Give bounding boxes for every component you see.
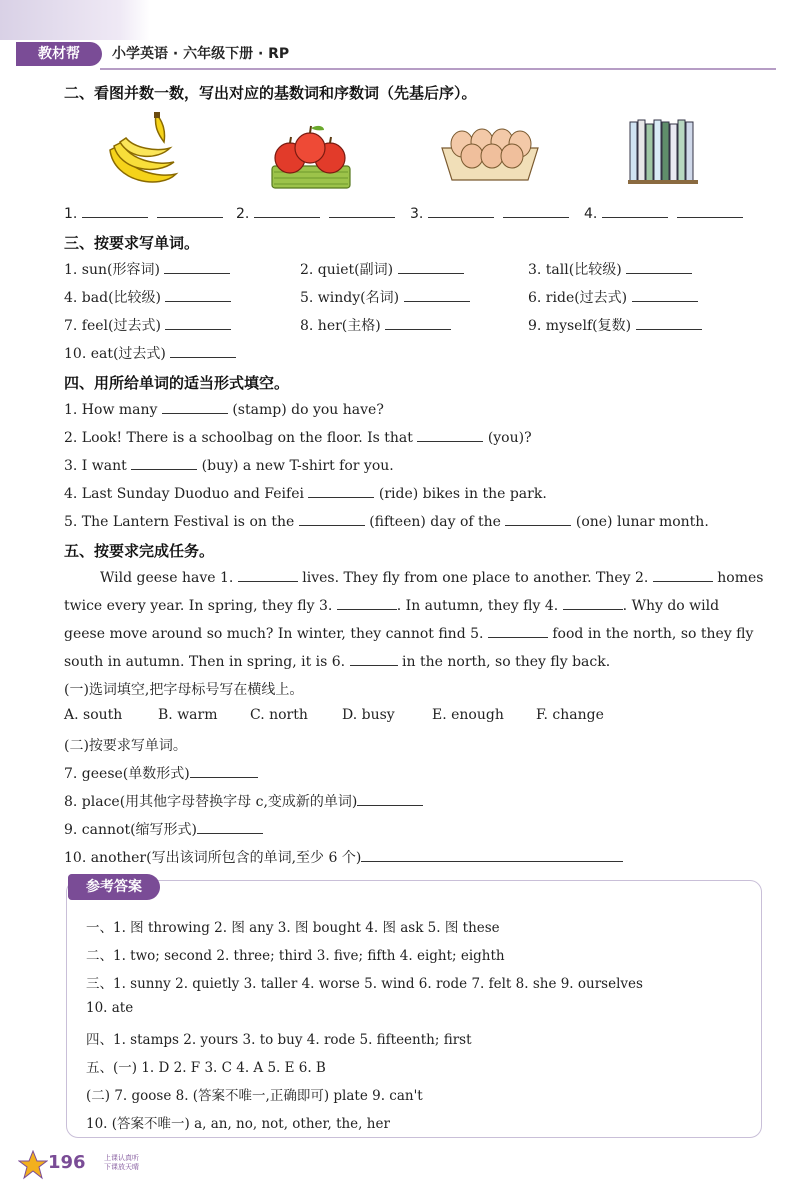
sec4-question-5: 5. The Lantern Festival is on the (fifteen) day of the (one) lunar month. xyxy=(64,511,709,530)
sec2-label-3: 3. xyxy=(410,206,424,222)
blank[interactable] xyxy=(636,315,702,330)
option-d: D. busy xyxy=(342,707,395,723)
blank[interactable] xyxy=(329,203,395,218)
answer-line: 一、1. 图 throwing 2. 图 any 3. 图 bought 4. 图 ask 5. 图 these xyxy=(86,920,500,936)
sec3-item: 6. ride(过去式) xyxy=(528,287,698,307)
sec2-answer-4 xyxy=(584,203,743,222)
answer-line: 三、1. sunny 2. quietly 3. taller 4. worse 5. wind 6. rode 7. felt 8. she 9. ourselves xyxy=(86,976,643,992)
blank[interactable] xyxy=(308,483,374,498)
passage-line-2: twice every year. In spring, they fly 3. . In autumn, they fly 4. . Why do wild xyxy=(64,595,719,614)
blank[interactable] xyxy=(131,455,197,470)
brand-tag: 教材帮 xyxy=(16,42,102,66)
passage-line-3: geese move around so much? In winter, they cannot find 5. food in the north, so they fly xyxy=(64,623,753,642)
footer-slogan xyxy=(104,1154,139,1172)
passage-line-1: Wild geese have 1. lives. They fly from one place to another. They 2. homes xyxy=(100,567,763,586)
star-icon xyxy=(18,1150,48,1180)
sec4-question-1: 1. How many (stamp) do you have? xyxy=(64,399,384,418)
passage-line-4: south in autumn. Then in spring, it is 6. in the north, so they fly back. xyxy=(64,651,610,670)
blank[interactable] xyxy=(164,259,230,274)
header-divider xyxy=(100,68,776,70)
blank[interactable] xyxy=(197,819,263,834)
blank[interactable] xyxy=(157,203,223,218)
blank[interactable] xyxy=(488,623,548,638)
blank[interactable] xyxy=(385,315,451,330)
sec3-item: 7. feel(过去式) xyxy=(64,315,231,335)
page-footer xyxy=(18,1148,148,1182)
sec2-label-1: 1. xyxy=(64,206,78,222)
book-title: 小学英语 · 六年级下册 · RP xyxy=(112,46,290,62)
sec2-label-2: 2. xyxy=(236,206,250,222)
sec3-item: 9. myself(复数) xyxy=(528,315,702,335)
blank[interactable] xyxy=(563,595,623,610)
page-number: 196 xyxy=(48,1152,86,1173)
answer-line: 四、1. stamps 2. yours 3. to buy 4. rode 5. fifteenth; first xyxy=(86,1032,472,1048)
apples-picture xyxy=(268,122,354,192)
blank[interactable] xyxy=(357,791,423,806)
option-b: B. warm xyxy=(158,707,218,723)
answer-line: 二、1. two; second 2. three; third 3. five; fifth 4. eight; eighth xyxy=(86,948,505,964)
answer-tag: 参考答案 xyxy=(68,874,160,900)
sec2-answer-1 xyxy=(64,203,223,222)
section-2-title: 二、看图并数一数，写出对应的基数词和序数词（先基后序）。 xyxy=(64,84,477,102)
sec4-question-4: 4. Last Sunday Duoduo and Feifei (ride) bikes in the park. xyxy=(64,483,547,502)
blank[interactable] xyxy=(238,567,298,582)
sec2-label-4: 4. xyxy=(584,206,598,222)
page-header xyxy=(0,0,800,72)
answer-line: 五、(一) 1. D 2. F 3. C 4. A 5. E 6. B xyxy=(86,1060,326,1076)
sec3-item: 10. eat(过去式) xyxy=(64,343,236,363)
blank[interactable] xyxy=(398,259,464,274)
sub-task-q7: 7. geese(单数形式) xyxy=(64,763,258,783)
blank[interactable] xyxy=(165,315,231,330)
books-picture xyxy=(626,114,702,188)
section-4-title: 四、用所给单词的适当形式填空。 xyxy=(64,374,290,392)
blank[interactable] xyxy=(404,287,470,302)
header-band xyxy=(0,0,150,40)
option-e: E. enough xyxy=(432,707,504,723)
blank[interactable] xyxy=(337,595,397,610)
answer-line: (二) 7. goose 8. (答案不唯一,正确即可) plate 9. can't xyxy=(86,1088,423,1104)
blank[interactable] xyxy=(165,287,231,302)
sub-task-1-title: (一)选词填空,把字母标号写在横线上。 xyxy=(64,682,304,698)
picture-row xyxy=(0,108,800,198)
sec3-item: 1. sun(形容词) xyxy=(64,259,230,279)
blank[interactable] xyxy=(350,651,398,666)
section-3-title: 三、按要求写单词。 xyxy=(64,234,200,252)
option-a: A. south xyxy=(64,707,123,723)
bananas-picture xyxy=(104,112,180,196)
sec3-item: 2. quiet(副词) xyxy=(300,259,464,279)
sec4-question-3: 3. I want (buy) a new T-shirt for you. xyxy=(64,455,394,474)
blank[interactable] xyxy=(503,203,569,218)
blank[interactable] xyxy=(299,511,365,526)
sub-task-q8: 8. place(用其他字母替换字母 c,变成新的单词) xyxy=(64,791,423,811)
blank[interactable] xyxy=(417,427,483,442)
blank[interactable] xyxy=(162,399,228,414)
blank[interactable] xyxy=(677,203,743,218)
blank[interactable] xyxy=(170,343,236,358)
sec3-item: 4. bad(比较级) xyxy=(64,287,231,307)
slogan-line-2: 下课放天晴 xyxy=(104,1163,139,1171)
sub-task-q9: 9. cannot(缩写形式) xyxy=(64,819,263,839)
answer-line: 10. ate xyxy=(86,1000,134,1016)
blank[interactable] xyxy=(254,203,320,218)
option-c: C. north xyxy=(250,707,308,723)
blank[interactable] xyxy=(361,847,623,862)
sec2-answer-2 xyxy=(236,203,395,222)
answer-line: 10. (答案不唯一) a, an, no, not, other, the, her xyxy=(86,1116,390,1132)
blank[interactable] xyxy=(632,287,698,302)
sec3-item: 3. tall(比较级) xyxy=(528,259,692,279)
section-5-title: 五、按要求完成任务。 xyxy=(64,542,215,560)
sec4-question-2: 2. Look! There is a schoolbag on the floor. Is that (you)? xyxy=(64,427,532,446)
slogan-line-1: 上课认真听 xyxy=(104,1154,139,1162)
eggs-picture xyxy=(440,122,540,184)
sec3-item: 8. her(主格) xyxy=(300,315,451,335)
blank[interactable] xyxy=(82,203,148,218)
option-f: F. change xyxy=(536,707,604,723)
blank[interactable] xyxy=(190,763,258,778)
sub-task-q10: 10. another(写出该词所包含的单词,至少 6 个) xyxy=(64,847,623,867)
blank[interactable] xyxy=(653,567,713,582)
blank[interactable] xyxy=(626,259,692,274)
blank[interactable] xyxy=(428,203,494,218)
sub-task-2-title: (二)按要求写单词。 xyxy=(64,738,187,754)
blank[interactable] xyxy=(505,511,571,526)
sec2-answer-3 xyxy=(410,203,569,222)
blank[interactable] xyxy=(602,203,668,218)
sec3-item: 5. windy(名词) xyxy=(300,287,470,307)
